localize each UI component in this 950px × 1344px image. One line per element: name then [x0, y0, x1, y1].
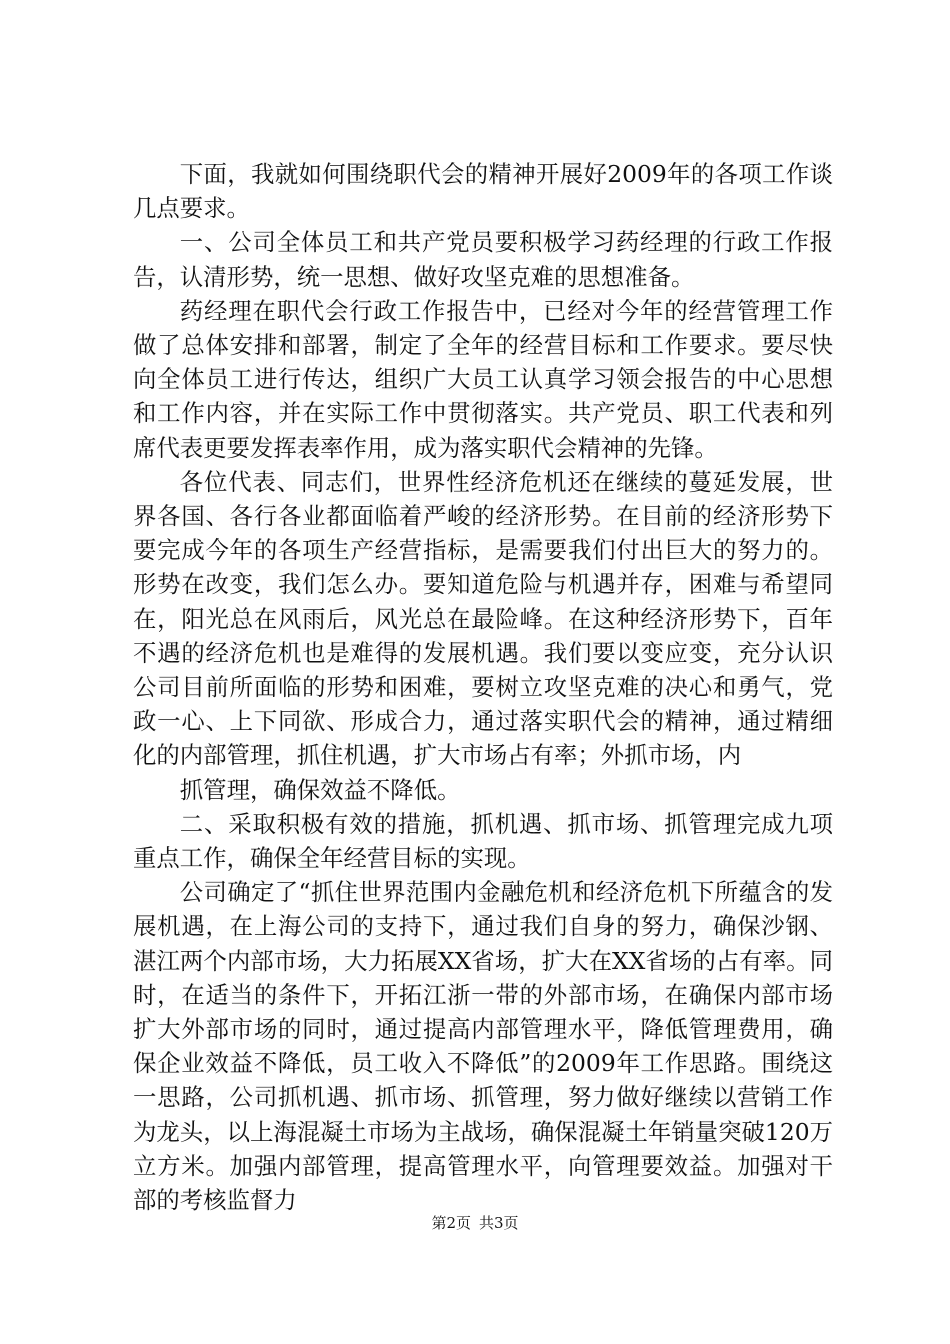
paragraph-section-one-heading: 一、公司全体员工和共产党员要积极学习药经理的行政工作报告，认清形势，统一思想、做好攻坚克难的思想准备。	[133, 228, 833, 291]
paragraph-economic-situation: 各位代表、同志们，世界性经济危机还在继续的蔓延发展，世界各国、各行各业都面临着严峻的经济形势。在目前的经济形势下要完成今年的各项生产经营指标，是需要我们付出巨大的努力的。形势在改变，我们怎么办。要知道危险与机遇并存，困难与希望同在，阳光总在风雨后，风光总在最险峰。在这种经济形势下，百年不遇的经济危机也是难得的发展机遇。我们要以变应变，充分认识公司目前所面临的形势和困难，要树立攻坚克难的决心和勇气，党政一心、上下同欲、形成合力，通过落实职代会的精神，通过精细化的内部管理，抓住机遇，扩大市场占有率；外抓市场，内	[133, 467, 833, 770]
paragraph-report-summary: 药经理在职代会行政工作报告中，已经对今年的经营管理工作做了总体安排和部署，制定了全年的经营目标和工作要求。要尽快向全体员工进行传达，组织广大员工认真学习领会报告的中心思想和工作内容，并在实际工作中贯彻落实。共产党员、职工代表和列席代表更要发挥表率作用，成为落实职代会精神的先锋。	[133, 296, 833, 462]
page-total: 共3页	[479, 1214, 519, 1232]
document-body	[133, 157, 833, 1217]
page-number: 第2页	[431, 1214, 471, 1232]
paragraph-section-two-heading: 二、采取积极有效的措施，抓机遇、抓市场、抓管理完成九项重点工作，确保全年经营目标的实现。	[133, 809, 833, 873]
paragraph-intro: 下面，我就如何围绕职代会的精神开展好2009年的各项工作谈几点要求。	[133, 160, 833, 223]
page-footer	[0, 1213, 950, 1233]
paragraph-management-line: 抓管理，确保效益不降低。	[179, 775, 461, 804]
paragraph-work-plan: 公司确定了“抓住世界范围内金融危机和经济危机下所蕴含的发展机遇，在上海公司的支持下，通过我们自身的努力，确保沙钢、湛江两个内部市场，大力拓展XX省场，扩大在XX省场的占有率。同时，在适当的条件下，开拓江浙一带的外部市场，在确保内部市场扩大外部市场的同时，通过提高内部管理水平，降低管理费用，确保企业效益不降低，员工收入不降低”的2009年工作思路。围绕这一思路，公司抓机遇、抓市场、抓管理，努力做好继续以营销工作为龙头，以上海混凝土市场为主战场，确保混凝土年销量突破120万立方米。加强内部管理，提高管理水平，向管理要效益。加强对干部的考核监督力	[133, 878, 833, 1215]
